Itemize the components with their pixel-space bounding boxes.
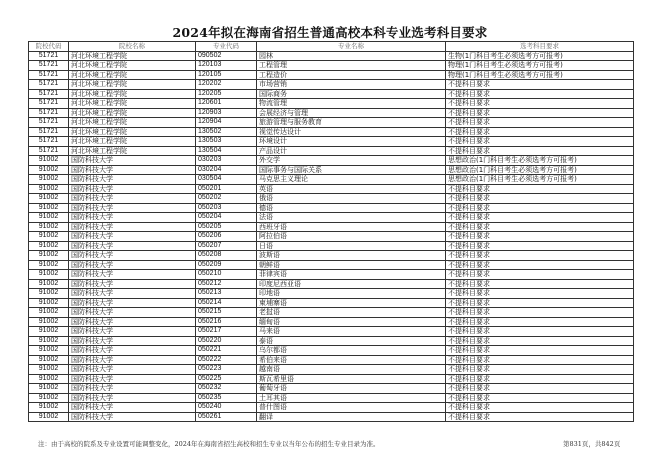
table-row	[29, 184, 634, 194]
school-name-cell: 国防科技大学	[69, 203, 196, 213]
requirement-cell: 不提科目要求	[446, 279, 634, 289]
requirement-cell: 不提科目要求	[446, 99, 634, 109]
requirement-cell: 不提科目要求	[446, 108, 634, 118]
school-name-cell: 国防科技大学	[69, 393, 196, 403]
table-row	[29, 203, 634, 213]
school-code-cell: 51721	[29, 137, 69, 147]
column-header-school-code: 院校代码	[29, 42, 69, 52]
requirement-cell: 不提科目要求	[446, 127, 634, 137]
school-code-cell: 91002	[29, 365, 69, 375]
major-code-cell: 120205	[196, 89, 257, 99]
column-header-major-name: 专业名称	[257, 42, 446, 52]
school-name-cell: 国防科技大学	[69, 184, 196, 194]
requirement-cell: 不提科目要求	[446, 137, 634, 147]
major-code-cell: 120903	[196, 108, 257, 118]
table-row	[29, 127, 634, 137]
school-code-cell: 91002	[29, 165, 69, 175]
requirement-cell: 不提科目要求	[446, 194, 634, 204]
table-row	[29, 80, 634, 90]
school-code-cell: 91002	[29, 232, 69, 242]
requirement-cell: 不提科目要求	[446, 184, 634, 194]
requirement-cell: 思想政治(1门科目考生必须选考方可报考)	[446, 175, 634, 185]
table-header-row	[29, 42, 634, 52]
major-code-cell: 030203	[196, 156, 257, 166]
school-code-cell: 91002	[29, 317, 69, 327]
requirement-cell: 不提科目要求	[446, 403, 634, 413]
school-code-cell: 91002	[29, 260, 69, 270]
school-code-cell: 51721	[29, 146, 69, 156]
requirement-cell: 不提科目要求	[446, 289, 634, 299]
school-code-cell: 51721	[29, 51, 69, 61]
requirement-cell: 不提科目要求	[446, 232, 634, 242]
school-code-cell: 51721	[29, 99, 69, 109]
school-code-cell: 91002	[29, 241, 69, 251]
school-code-cell: 51721	[29, 80, 69, 90]
major-name-cell: 市场营销	[257, 80, 446, 90]
school-code-cell: 91002	[29, 203, 69, 213]
major-name-cell: 土耳其语	[257, 393, 446, 403]
school-code-cell: 91002	[29, 251, 69, 261]
major-name-cell: 法语	[257, 213, 446, 223]
table-row	[29, 165, 634, 175]
table-row	[29, 241, 634, 251]
major-name-cell: 斯瓦希里语	[257, 374, 446, 384]
table-row	[29, 327, 634, 337]
major-code-cell: 050232	[196, 384, 257, 394]
major-name-cell: 产品设计	[257, 146, 446, 156]
major-code-cell: 050208	[196, 251, 257, 261]
table-row	[29, 89, 634, 99]
requirement-cell: 不提科目要求	[446, 118, 634, 128]
school-code-cell: 91002	[29, 213, 69, 223]
major-name-cell: 柬埔寨语	[257, 298, 446, 308]
school-name-cell: 国防科技大学	[69, 384, 196, 394]
major-code-cell: 130504	[196, 146, 257, 156]
major-name-cell: 会展经济与管理	[257, 108, 446, 118]
school-name-cell: 河北环境工程学院	[69, 51, 196, 61]
table-row	[29, 70, 634, 80]
school-name-cell: 河北环境工程学院	[69, 61, 196, 71]
major-name-cell: 泰语	[257, 336, 446, 346]
school-name-cell: 河北环境工程学院	[69, 108, 196, 118]
school-name-cell: 河北环境工程学院	[69, 70, 196, 80]
requirement-cell: 不提科目要求	[446, 317, 634, 327]
requirement-cell: 思想政治(1门科目考生必须选考方可报考)	[446, 165, 634, 175]
table-row	[29, 99, 634, 109]
requirement-cell: 不提科目要求	[446, 412, 634, 422]
requirement-cell: 不提科目要求	[446, 327, 634, 337]
school-name-cell: 国防科技大学	[69, 232, 196, 242]
table-row	[29, 232, 634, 242]
major-name-cell: 普什图语	[257, 403, 446, 413]
school-name-cell: 国防科技大学	[69, 279, 196, 289]
school-code-cell: 91002	[29, 327, 69, 337]
major-name-cell: 英语	[257, 184, 446, 194]
major-code-cell: 050203	[196, 203, 257, 213]
table-row	[29, 279, 634, 289]
school-name-cell: 国防科技大学	[69, 241, 196, 251]
major-name-cell: 朝鲜语	[257, 260, 446, 270]
major-name-cell: 国际事务与国际关系	[257, 165, 446, 175]
requirement-cell: 不提科目要求	[446, 251, 634, 261]
table-row	[29, 146, 634, 156]
table-row	[29, 194, 634, 204]
school-name-cell: 国防科技大学	[69, 260, 196, 270]
major-code-cell: 050213	[196, 289, 257, 299]
table-row	[29, 298, 634, 308]
major-code-cell: 050201	[196, 184, 257, 194]
major-name-cell: 阿拉伯语	[257, 232, 446, 242]
school-name-cell: 河北环境工程学院	[69, 127, 196, 137]
school-name-cell: 国防科技大学	[69, 298, 196, 308]
requirement-cell: 不提科目要求	[446, 260, 634, 270]
major-code-cell: 050216	[196, 317, 257, 327]
major-code-cell: 050225	[196, 374, 257, 384]
school-name-cell: 国防科技大学	[69, 374, 196, 384]
table-row	[29, 156, 634, 166]
school-code-cell: 51721	[29, 70, 69, 80]
school-name-cell: 河北环境工程学院	[69, 118, 196, 128]
major-code-cell: 130503	[196, 137, 257, 147]
major-name-cell: 工程造价	[257, 70, 446, 80]
school-name-cell: 河北环境工程学院	[69, 99, 196, 109]
major-name-cell: 外交学	[257, 156, 446, 166]
page-indicator: 第831页，共842页	[563, 440, 621, 448]
school-code-cell: 91002	[29, 184, 69, 194]
school-name-cell: 国防科技大学	[69, 355, 196, 365]
school-name-cell: 河北环境工程学院	[69, 137, 196, 147]
school-name-cell: 国防科技大学	[69, 251, 196, 261]
major-name-cell: 马来语	[257, 327, 446, 337]
major-name-cell: 俄语	[257, 194, 446, 204]
table-row	[29, 365, 634, 375]
major-code-cell: 050222	[196, 355, 257, 365]
school-name-cell: 国防科技大学	[69, 175, 196, 185]
major-code-cell: 050217	[196, 327, 257, 337]
table-row	[29, 51, 634, 61]
major-code-cell: 050210	[196, 270, 257, 280]
school-name-cell: 国防科技大学	[69, 222, 196, 232]
school-name-cell: 国防科技大学	[69, 403, 196, 413]
requirement-cell: 不提科目要求	[446, 298, 634, 308]
requirement-cell: 不提科目要求	[446, 146, 634, 156]
school-code-cell: 91002	[29, 279, 69, 289]
major-code-cell: 120601	[196, 99, 257, 109]
school-name-cell: 国防科技大学	[69, 289, 196, 299]
column-header-school-name: 院校名称	[69, 42, 196, 52]
school-code-cell: 91002	[29, 355, 69, 365]
table-row	[29, 384, 634, 394]
school-code-cell: 51721	[29, 127, 69, 137]
school-code-cell: 91002	[29, 308, 69, 318]
table-row	[29, 355, 634, 365]
major-code-cell: 090502	[196, 51, 257, 61]
school-name-cell: 国防科技大学	[69, 365, 196, 375]
major-code-cell: 050261	[196, 412, 257, 422]
major-code-cell: 130502	[196, 127, 257, 137]
school-name-cell: 国防科技大学	[69, 194, 196, 204]
requirement-cell: 不提科目要求	[446, 393, 634, 403]
school-code-cell: 51721	[29, 61, 69, 71]
major-code-cell: 120103	[196, 61, 257, 71]
major-code-cell: 050235	[196, 393, 257, 403]
major-name-cell: 印地语	[257, 289, 446, 299]
school-code-cell: 51721	[29, 118, 69, 128]
school-code-cell: 91002	[29, 270, 69, 280]
school-code-cell: 91002	[29, 194, 69, 204]
requirement-cell: 不提科目要求	[446, 365, 634, 375]
major-name-cell: 日语	[257, 241, 446, 251]
requirement-cell: 不提科目要求	[446, 346, 634, 356]
major-name-cell: 乌尔都语	[257, 346, 446, 356]
major-name-cell: 马克思主义理论	[257, 175, 446, 185]
major-name-cell: 缅甸语	[257, 317, 446, 327]
major-code-cell: 050221	[196, 346, 257, 356]
requirement-cell: 不提科目要求	[446, 384, 634, 394]
requirement-cell: 物理(1门科目考生必须选考方可报考)	[446, 61, 634, 71]
requirements-table	[28, 41, 634, 422]
table-row	[29, 118, 634, 128]
school-name-cell: 国防科技大学	[69, 213, 196, 223]
major-name-cell: 德语	[257, 203, 446, 213]
major-name-cell: 波斯语	[257, 251, 446, 261]
major-name-cell: 视觉传达设计	[257, 127, 446, 137]
school-name-cell: 国防科技大学	[69, 346, 196, 356]
table-row	[29, 61, 634, 71]
major-name-cell: 老挝语	[257, 308, 446, 318]
school-code-cell: 51721	[29, 108, 69, 118]
table-row	[29, 308, 634, 318]
school-name-cell: 国防科技大学	[69, 317, 196, 327]
major-code-cell: 050223	[196, 365, 257, 375]
requirement-cell: 不提科目要求	[446, 80, 634, 90]
major-name-cell: 翻译	[257, 412, 446, 422]
major-code-cell: 050220	[196, 336, 257, 346]
school-name-cell: 国防科技大学	[69, 156, 196, 166]
table-row	[29, 251, 634, 261]
school-name-cell: 国防科技大学	[69, 327, 196, 337]
table-row	[29, 213, 634, 223]
major-code-cell: 050212	[196, 279, 257, 289]
table-row	[29, 175, 634, 185]
table-row	[29, 108, 634, 118]
school-code-cell: 91002	[29, 412, 69, 422]
requirement-cell: 不提科目要求	[446, 241, 634, 251]
major-code-cell: 030204	[196, 165, 257, 175]
major-code-cell: 050205	[196, 222, 257, 232]
major-name-cell: 国际商务	[257, 89, 446, 99]
school-code-cell: 91002	[29, 346, 69, 356]
major-name-cell: 希伯来语	[257, 355, 446, 365]
school-code-cell: 91002	[29, 289, 69, 299]
requirement-cell: 不提科目要求	[446, 308, 634, 318]
school-name-cell: 国防科技大学	[69, 308, 196, 318]
school-name-cell: 国防科技大学	[69, 412, 196, 422]
school-code-cell: 91002	[29, 393, 69, 403]
school-name-cell: 河北环境工程学院	[69, 89, 196, 99]
school-code-cell: 51721	[29, 89, 69, 99]
school-code-cell: 91002	[29, 336, 69, 346]
table-row	[29, 222, 634, 232]
major-code-cell: 120202	[196, 80, 257, 90]
major-code-cell: 030504	[196, 175, 257, 185]
requirement-cell: 生物(1门科目考生必须选考方可报考)	[446, 51, 634, 61]
school-code-cell: 91002	[29, 403, 69, 413]
major-name-cell: 越南语	[257, 365, 446, 375]
major-code-cell: 050204	[196, 213, 257, 223]
requirement-cell: 思想政治(1门科目考生必须选考方可报考)	[446, 156, 634, 166]
table-row	[29, 270, 634, 280]
requirement-cell: 不提科目要求	[446, 213, 634, 223]
major-name-cell: 环境设计	[257, 137, 446, 147]
major-code-cell: 050207	[196, 241, 257, 251]
major-name-cell: 物流管理	[257, 99, 446, 109]
major-code-cell: 050202	[196, 194, 257, 204]
requirement-cell: 不提科目要求	[446, 270, 634, 280]
major-code-cell: 050206	[196, 232, 257, 242]
school-name-cell: 河北环境工程学院	[69, 80, 196, 90]
table-row	[29, 346, 634, 356]
footer-note: 注：由于高校的院系及专业设置可能调整变化，2024年在海南省招生高校和招生专业以当年公布的招生专业目录为准。	[38, 440, 380, 448]
major-name-cell: 园林	[257, 51, 446, 61]
school-code-cell: 91002	[29, 374, 69, 384]
requirement-cell: 不提科目要求	[446, 374, 634, 384]
table-row	[29, 412, 634, 422]
major-code-cell: 050214	[196, 298, 257, 308]
major-name-cell: 西班牙语	[257, 222, 446, 232]
column-header-major-code: 专业代码	[196, 42, 257, 52]
school-code-cell: 91002	[29, 156, 69, 166]
major-name-cell: 葡萄牙语	[257, 384, 446, 394]
school-name-cell: 国防科技大学	[69, 165, 196, 175]
table-row	[29, 260, 634, 270]
column-header-requirement: 选考科目要求	[446, 42, 634, 52]
table-row	[29, 393, 634, 403]
table-row	[29, 137, 634, 147]
major-code-cell: 050215	[196, 308, 257, 318]
major-code-cell: 050209	[196, 260, 257, 270]
requirement-cell: 物理(1门科目考生必须选考方可报考)	[446, 70, 634, 80]
document-title: 2024年拟在海南省招生普通高校本科专业选考科目要求	[172, 25, 488, 40]
school-code-cell: 91002	[29, 175, 69, 185]
table-row	[29, 289, 634, 299]
major-code-cell: 120105	[196, 70, 257, 80]
major-name-cell: 印度尼西亚语	[257, 279, 446, 289]
table-row	[29, 336, 634, 346]
school-code-cell: 91002	[29, 222, 69, 232]
school-name-cell: 国防科技大学	[69, 336, 196, 346]
school-code-cell: 91002	[29, 384, 69, 394]
requirement-cell: 不提科目要求	[446, 222, 634, 232]
school-name-cell: 河北环境工程学院	[69, 146, 196, 156]
requirement-cell: 不提科目要求	[446, 355, 634, 365]
requirement-cell: 不提科目要求	[446, 336, 634, 346]
major-name-cell: 旅游管理与服务教育	[257, 118, 446, 128]
major-name-cell: 工程管理	[257, 61, 446, 71]
requirement-cell: 不提科目要求	[446, 89, 634, 99]
requirement-cell: 不提科目要求	[446, 203, 634, 213]
major-code-cell: 120904	[196, 118, 257, 128]
major-code-cell: 050240	[196, 403, 257, 413]
table-body	[29, 51, 634, 422]
table-row	[29, 374, 634, 384]
major-name-cell: 菲律宾语	[257, 270, 446, 280]
school-name-cell: 国防科技大学	[69, 270, 196, 280]
table-row	[29, 403, 634, 413]
table-row	[29, 317, 634, 327]
school-code-cell: 91002	[29, 298, 69, 308]
